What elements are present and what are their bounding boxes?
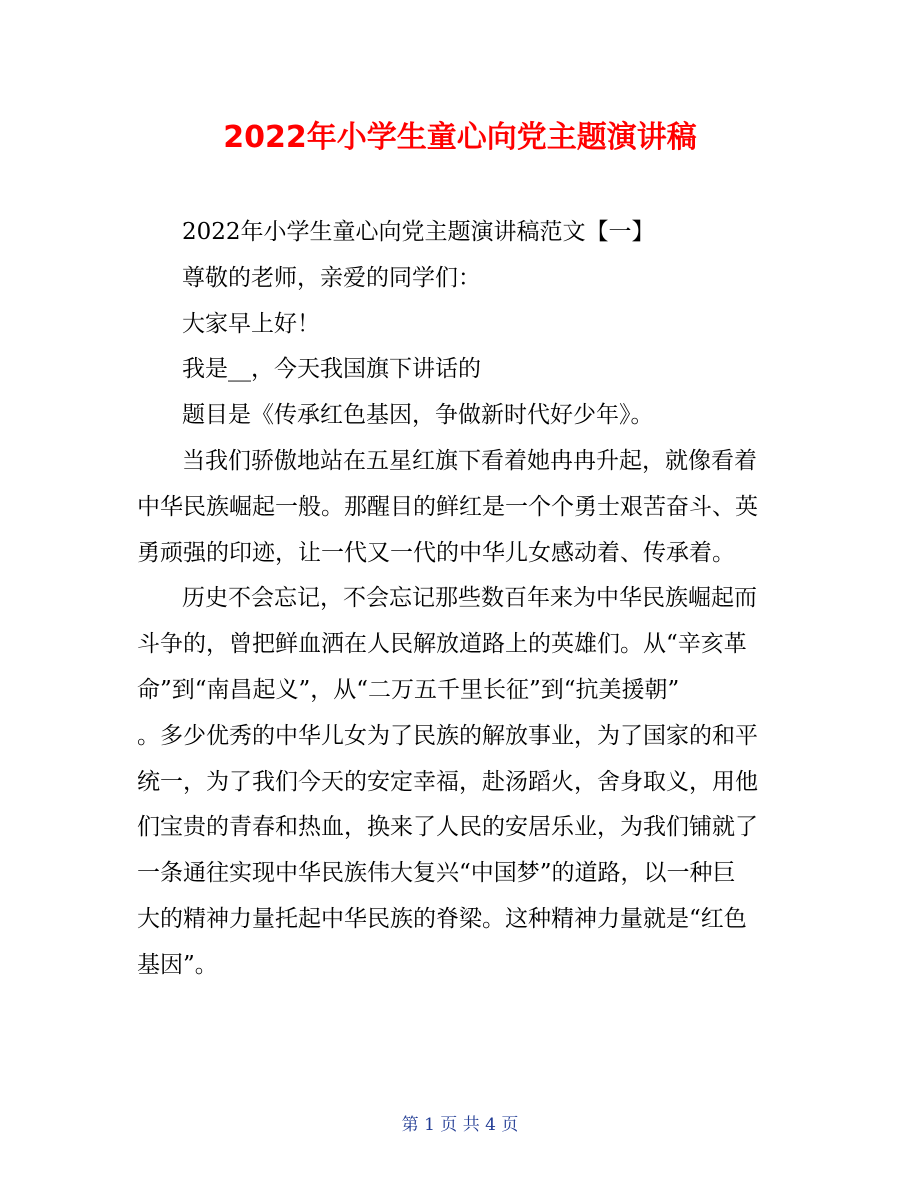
paragraph-line: 大的精神力量托起中华民族的脊梁。这种精神力量就是“红色 bbox=[137, 905, 747, 932]
section-heading: 2022年小学生童心向党主题演讲稿范文【一】 bbox=[182, 219, 655, 245]
page-number-footer: 第 1 页 共 4 页 bbox=[401, 1115, 519, 1135]
intro-line: 我是__，今天我国旗下讲话的 bbox=[182, 356, 481, 383]
document-title: 2022年小学生童心向党主题演讲稿 bbox=[223, 120, 697, 155]
paragraph-line: 统一，为了我们今天的安定幸福，赴汤蹈火，舍身取义，用他 bbox=[137, 768, 758, 795]
paragraph-line: 勇顽强的印迹，让一代又一代的中华儿女感动着、传承着。 bbox=[137, 539, 735, 566]
paragraph-line: 。多少优秀的中华儿女为了民族的解放事业，为了国家的和平 bbox=[137, 722, 758, 749]
greeting: 大家早上好！ bbox=[182, 310, 320, 337]
paragraph-line: 斗争的，曾把鲜血洒在人民解放道路上的英雄们。从“辛亥革 bbox=[137, 631, 747, 658]
paragraph-line: 们宝贵的青春和热血，换来了人民的安居乐业，为我们铺就了 bbox=[137, 814, 758, 841]
paragraph-line: 命”到“南昌起义”，从“二万五千里长征”到“抗美援朝” bbox=[137, 676, 680, 703]
salutation: 尊敬的老师，亲爱的同学们： bbox=[182, 264, 481, 291]
document-body bbox=[137, 210, 787, 989]
topic-line: 题目是《传承红色基因，争做新时代好少年》。 bbox=[182, 402, 654, 429]
paragraph-line: 基因”。 bbox=[137, 951, 218, 978]
paragraph-line: 历史不会忘记，不会忘记那些数百年来为中华民族崛起而 bbox=[182, 585, 757, 612]
paragraph-line: 当我们骄傲地站在五星红旗下看着她冉冉升起，就像看着 bbox=[182, 447, 757, 474]
paragraph-line: 一条通往实现中华民族伟大复兴“中国梦”的道路，以一种巨 bbox=[137, 860, 736, 887]
paragraph-line: 中华民族崛起一般。那醒目的鲜红是一个个勇士艰苦奋斗、英 bbox=[137, 493, 758, 520]
